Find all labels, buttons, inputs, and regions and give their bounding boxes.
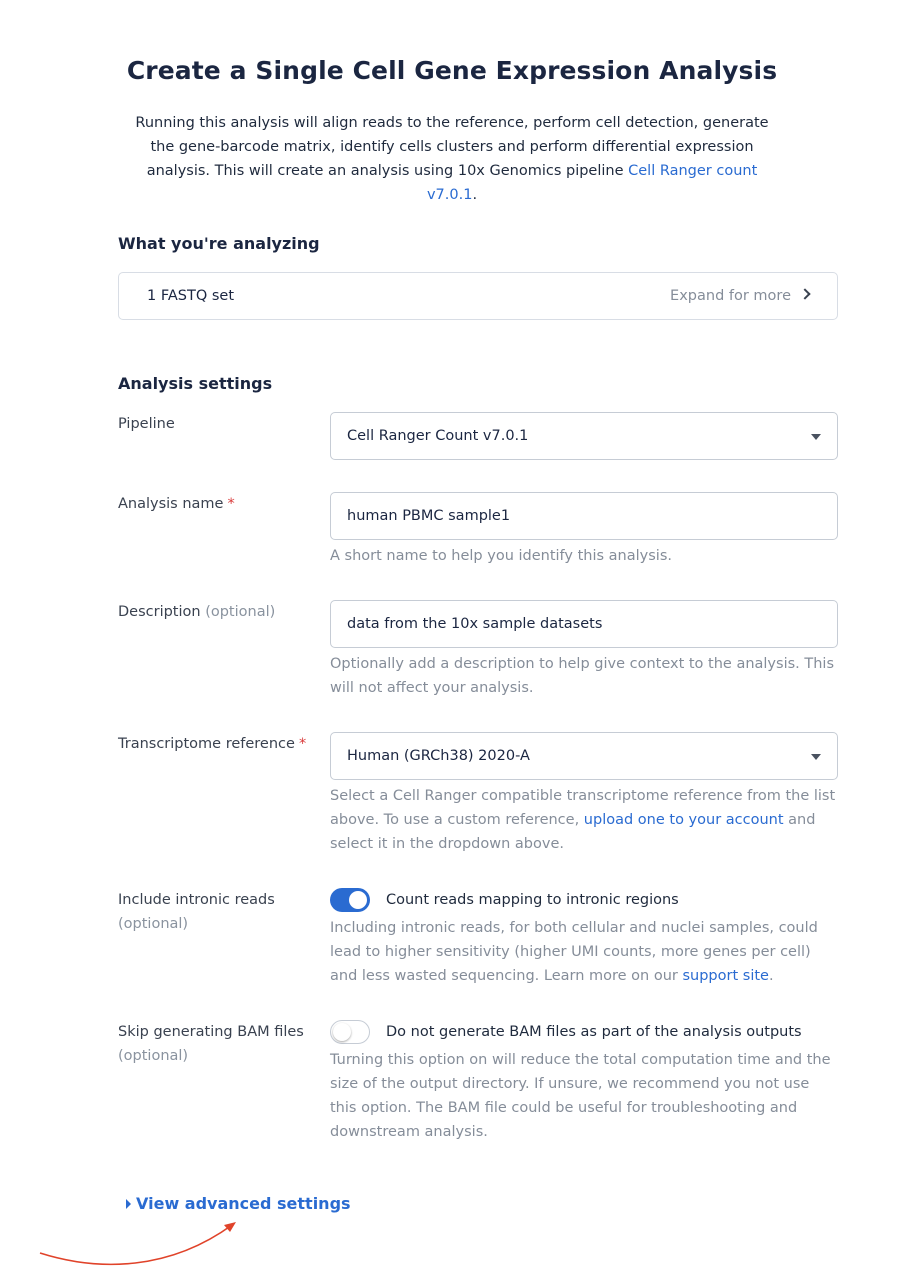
fastq-set-card[interactable] <box>118 272 838 320</box>
intronic-help: Including intronic reads, for both cellular and nuclei samples, could lead to higher sensitivity (higher UMI counts, more genes per cell) and less wasted sequencing. Learn more on our support site. <box>330 920 818 984</box>
required-mark: * <box>298 736 307 752</box>
chevron-right-icon <box>799 288 810 299</box>
analysis-name-input[interactable]: human PBMC sample1 <box>330 492 838 540</box>
upload-reference-link[interactable]: upload one to your account <box>583 812 784 828</box>
analyzing-heading: What you're analyzing <box>118 234 320 253</box>
settings-heading: Analysis settings <box>118 374 273 393</box>
description-label: Description (optional) <box>118 604 276 620</box>
pipeline-label: Pipeline <box>118 416 175 432</box>
skip-bam-toggle[interactable] <box>330 1020 370 1044</box>
analysis-name-help: A short name to help you identify this analysis. <box>330 548 672 564</box>
toggle-knob <box>349 891 367 909</box>
page-intro: Running this analysis will align reads to the reference, perform cell detection, generate the gene-barcode matrix, identify cells clusters and perform differential expression analysis. This will create an analysis using 10x Genomics pipeline Cell Ranger count v7.0.1. <box>135 115 769 203</box>
transcriptome-label: Transcriptome reference * <box>118 736 307 752</box>
description-help: Optionally add a description to help give context to the analysis. This will not affect your analysis. <box>330 656 835 696</box>
expand-for-more[interactable]: Expand for more <box>670 288 809 304</box>
toggle-knob <box>333 1023 351 1041</box>
required-mark: * <box>227 496 235 512</box>
skip-bam-help: Turning this option on will reduce the total computation time and the size of the output directory. If unsure, we recommend you not use this option. The BAM file could be useful for troubleshooting and downstream analysis. <box>330 1052 831 1140</box>
annotation-arrow <box>0 1180 300 1288</box>
caret-down-icon <box>811 754 821 760</box>
transcriptome-help: Select a Cell Ranger compatible transcriptome reference from the list above. To use a custom reference, upload one to your account and select it in the dropdown above. <box>330 788 836 852</box>
transcriptome-select[interactable]: Human (GRCh38) 2020-A <box>330 732 838 780</box>
support-site-link[interactable]: support site <box>682 968 769 984</box>
intronic-toggle[interactable] <box>330 888 370 912</box>
description-input[interactable]: data from the 10x sample datasets <box>330 600 838 648</box>
skip-bam-label: Skip generating BAM files (optional) <box>118 1024 304 1064</box>
caret-down-icon <box>811 434 821 440</box>
page-title: Create a Single Cell Gene Expression Analysis <box>126 56 778 85</box>
intronic-toggle-label: Count reads mapping to intronic regions <box>386 892 679 908</box>
analysis-name-label: Analysis name * <box>118 496 235 512</box>
pipeline-select[interactable]: Cell Ranger Count v7.0.1 <box>330 412 838 460</box>
view-advanced-settings[interactable]: View advanced settings <box>126 1194 351 1213</box>
skip-bam-toggle-label: Do not generate BAM files as part of the analysis outputs <box>386 1024 802 1040</box>
intronic-label: Include intronic reads (optional) <box>118 892 275 932</box>
cell-ranger-link[interactable]: Cell Ranger count v7.0.1 <box>426 163 758 203</box>
fastq-set-label: 1 FASTQ set <box>147 288 235 304</box>
